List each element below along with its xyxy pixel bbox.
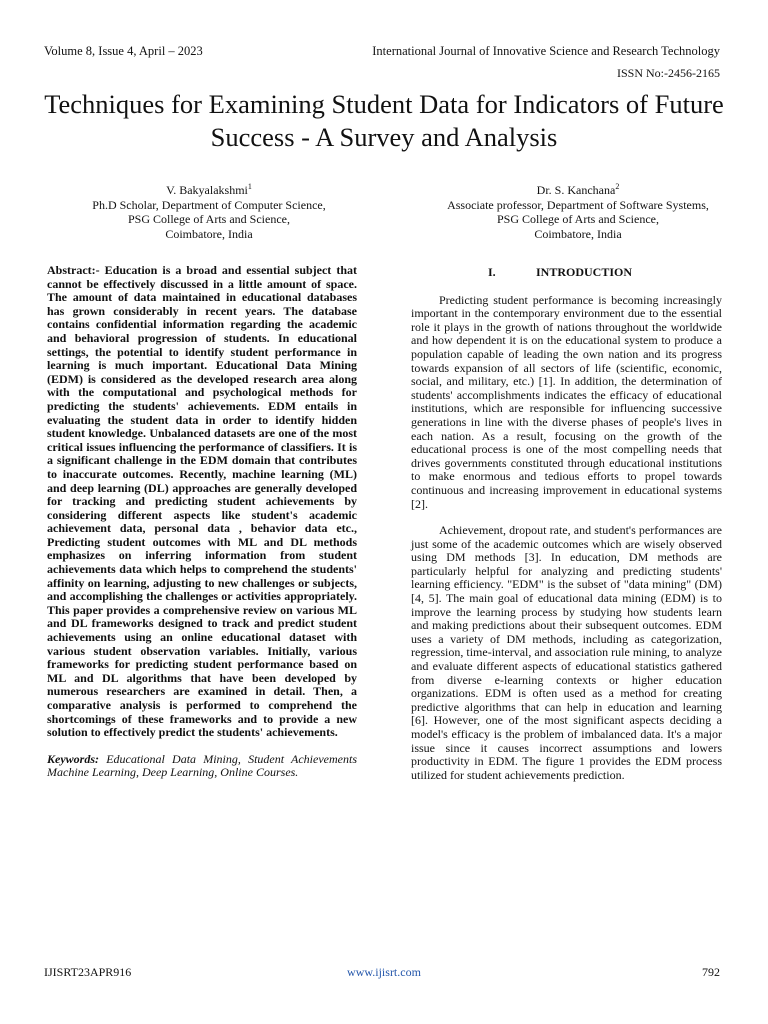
author-block-2 xyxy=(418,180,738,241)
paragraph: Predicting student performance is becoming increasingly important in the contemporary environment due to the essential role it plays in the growth of nations throughout the worldwide and how dependent it is on the educational system to produce a population capable of leading the own nation and its progress towards expansion of all sectors of life (scientific, economic, social, and military, etc.) [1]. In addition, the determination of students' accomplishments indicates the efficacy of educational institutions, which are responsible for influencing successive generations in line with the diverse phases of people's lives in each nation. As a result, focusing on the growth of the educational process is one of the most compelling needs that drives governments constituted through educational institutions to make enormous and tedious efforts to propel towards continuous and increasing improvement in educational systems [2]. xyxy=(411,292,722,511)
author-sup: 1 xyxy=(247,182,252,191)
author-city: Coimbatore, India xyxy=(165,226,253,241)
keywords xyxy=(47,753,357,780)
left-column xyxy=(47,264,357,780)
author-name: Dr. S. Kanchana xyxy=(536,183,616,197)
footer-page-number: 792 xyxy=(702,965,720,979)
paragraph: Achievement, dropout rate, and student's performances are just some of the academic outcomes which are wisely observed using DM methods [3]. In education, DM methods are particularly helpful for analyzing and predicting students' learning efficiency. "EDM" is the subset of "data mining" (DM) [4, 5]. The main goal of educational data mining (EDM) is to improve the learning process by studying how students learn and making predictions about their subsequent outcomes. EDM uses a variety of DM methods, including as categorization, regression, time-interval, and association rule mining, to analyze and evaluate different aspects of educational statistics gathered from diverse e-learning contexts or higher education organizations. EDM is often used as a method for creating predictive algorithms that can help in education and learning [6]. However, one of the most significant aspects deciding a model's efficacy is the problem of imbalanced data. It's a major issue since it causes incorrect assumptions and lowers productivity in EDM. The figure 1 provides the EDM process utilized for student achievements prediction. xyxy=(411,523,722,782)
author-name: V. Bakyalakshmi xyxy=(166,183,248,197)
header-journal: International Journal of Innovative Science and Research Technology xyxy=(372,44,720,58)
keywords-text: Educational Data Mining, Student Achievements Machine Learning, Deep Learning, Online Courses. xyxy=(47,751,357,780)
author-sup: 2 xyxy=(615,182,620,191)
author-role: Associate professor, Department of Software Systems, xyxy=(447,197,709,212)
header-issn: ISSN No:-2456-2165 xyxy=(616,66,720,80)
footer-paper-id: IJISRT23APR916 xyxy=(44,965,132,979)
paper-title: Techniques for Examining Student Data for Indicators of Future Success - A Survey and Analysis xyxy=(44,89,724,152)
author-role: Ph.D Scholar, Department of Computer Science, xyxy=(92,197,326,212)
section-title: INTRODUCTION xyxy=(536,265,633,279)
keywords-label: Keywords: xyxy=(47,751,99,766)
footer-url-link[interactable]: www.ijisrt.com xyxy=(347,965,421,979)
right-column xyxy=(411,264,722,795)
abstract: Abstract:- Education is a broad and essential subject that cannot be effectively discussed in a little amount of space. The amount of data maintained in educational databases has grown considerably in recent years. The database contains confidential information regarding the academic and behavioral progression of students. In educational settings, the potential to identify student performance in learning is much important. Educational Data Mining (EDM) is considered as the developed research area along with the computational and psychological methods for predicting the students' achievements. EDM entails in evaluating the student data in order to identify hidden student knowledge. Unbalanced datasets are one of the most critical issues influencing the performance of classifiers. It is a significant challenge in the EDM domain that contributes to inaccurate outcomes. Recently, machine learning (ML) and deep learning (DL) approaches are generally developed for tracking and predicting student achievements by considering different aspects like student's academic achievement data, personal data , behavior data etc., Predicting student outcomes with ML and DL methods emphasizes on inferring information from student achievements data which helps to comprehend the students' affinity on learning, adjusting to new challenges or subjects, and accomplishing the challenges or activities appropriately. This paper provides a comprehensive review on various ML and DL frameworks designed to track and predict student achievements using an online educational dataset with various student observation variables. Initially, various frameworks for predicting student performance based on ML and DL algorithms that have been developed by numerous researchers are examined in detail. Then, a comparative analysis is performed to comprehend the shortcomings of these frameworks and to provide a new solution to effectively predict the students' achievements. xyxy=(47,263,357,740)
author-city: Coimbatore, India xyxy=(534,226,622,241)
author-college: PSG College of Arts and Science, xyxy=(497,212,659,226)
section-heading xyxy=(411,266,722,280)
section-number: I. xyxy=(488,265,496,279)
header-volume: Volume 8, Issue 4, April – 2023 xyxy=(44,44,203,58)
author-college: PSG College of Arts and Science, xyxy=(128,212,290,226)
author-block-1 xyxy=(49,180,369,241)
